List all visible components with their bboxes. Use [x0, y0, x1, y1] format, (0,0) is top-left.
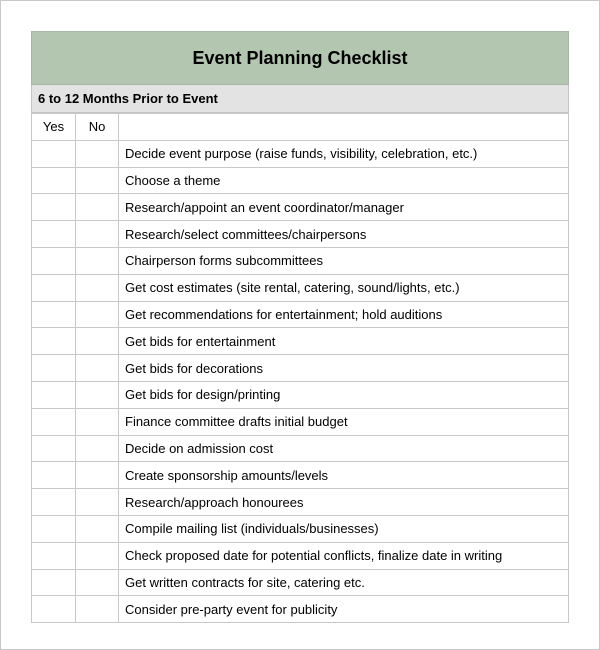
checklist-row — [32, 596, 569, 623]
task-label: Finance committee drafts initial budget — [119, 408, 569, 435]
yes-checkbox-cell[interactable] — [32, 435, 76, 462]
checklist-row — [32, 140, 569, 167]
checklist-row — [32, 569, 569, 596]
no-checkbox-cell[interactable] — [76, 167, 119, 194]
section-heading: 6 to 12 Months Prior to Event — [31, 85, 569, 113]
yes-checkbox-cell[interactable] — [32, 381, 76, 408]
task-label: Decide on admission cost — [119, 435, 569, 462]
yes-checkbox-cell[interactable] — [32, 489, 76, 516]
no-checkbox-cell[interactable] — [76, 301, 119, 328]
checklist-row — [32, 489, 569, 516]
yes-checkbox-cell[interactable] — [32, 194, 76, 221]
no-checkbox-cell[interactable] — [76, 408, 119, 435]
task-label: Get cost estimates (site rental, catering, sound/lights, etc.) — [119, 274, 569, 301]
no-checkbox-cell[interactable] — [76, 489, 119, 516]
task-label: Get bids for entertainment — [119, 328, 569, 355]
no-checkbox-cell[interactable] — [76, 140, 119, 167]
task-label: Get written contracts for site, catering etc. — [119, 569, 569, 596]
no-checkbox-cell[interactable] — [76, 247, 119, 274]
task-label: Consider pre-party event for publicity — [119, 596, 569, 623]
yes-checkbox-cell[interactable] — [32, 328, 76, 355]
no-checkbox-cell[interactable] — [76, 435, 119, 462]
checklist-row — [32, 194, 569, 221]
task-label: Get bids for design/printing — [119, 381, 569, 408]
checklist-row — [32, 381, 569, 408]
no-checkbox-cell[interactable] — [76, 221, 119, 248]
task-label: Get bids for decorations — [119, 355, 569, 382]
yes-checkbox-cell[interactable] — [32, 355, 76, 382]
task-label: Research/approach honourees — [119, 489, 569, 516]
no-checkbox-cell[interactable] — [76, 274, 119, 301]
yes-checkbox-cell[interactable] — [32, 569, 76, 596]
yes-checkbox-cell[interactable] — [32, 247, 76, 274]
yes-checkbox-cell[interactable] — [32, 167, 76, 194]
column-header-no: No — [76, 114, 119, 141]
yes-checkbox-cell[interactable] — [32, 542, 76, 569]
task-label: Get recommendations for entertainment; hold auditions — [119, 301, 569, 328]
checklist-title: Event Planning Checklist — [31, 31, 569, 85]
yes-checkbox-cell[interactable] — [32, 274, 76, 301]
checklist-row — [32, 247, 569, 274]
checklist-row — [32, 221, 569, 248]
checklist-sheet — [31, 31, 569, 623]
no-checkbox-cell[interactable] — [76, 542, 119, 569]
yes-checkbox-cell[interactable] — [32, 515, 76, 542]
column-header-yes: Yes — [32, 114, 76, 141]
checklist-row — [32, 408, 569, 435]
checklist-row — [32, 167, 569, 194]
no-checkbox-cell[interactable] — [76, 381, 119, 408]
checklist-row — [32, 462, 569, 489]
no-checkbox-cell[interactable] — [76, 328, 119, 355]
checklist-row — [32, 355, 569, 382]
yes-checkbox-cell[interactable] — [32, 408, 76, 435]
task-label: Research/select committees/chairpersons — [119, 221, 569, 248]
column-header-task — [119, 114, 569, 141]
task-label: Compile mailing list (individuals/businesses) — [119, 515, 569, 542]
task-label: Research/appoint an event coordinator/manager — [119, 194, 569, 221]
checklist-row — [32, 515, 569, 542]
task-label: Choose a theme — [119, 167, 569, 194]
checklist-row — [32, 301, 569, 328]
no-checkbox-cell[interactable] — [76, 569, 119, 596]
no-checkbox-cell[interactable] — [76, 462, 119, 489]
checklist-row — [32, 328, 569, 355]
task-label: Check proposed date for potential conflicts, finalize date in writing — [119, 542, 569, 569]
header-row — [32, 114, 569, 141]
yes-checkbox-cell[interactable] — [32, 596, 76, 623]
checklist-row — [32, 435, 569, 462]
checklist-row — [32, 274, 569, 301]
checklist-row — [32, 542, 569, 569]
no-checkbox-cell[interactable] — [76, 596, 119, 623]
no-checkbox-cell[interactable] — [76, 355, 119, 382]
task-label: Decide event purpose (raise funds, visibility, celebration, etc.) — [119, 140, 569, 167]
yes-checkbox-cell[interactable] — [32, 221, 76, 248]
no-checkbox-cell[interactable] — [76, 515, 119, 542]
yes-checkbox-cell[interactable] — [32, 301, 76, 328]
yes-checkbox-cell[interactable] — [32, 462, 76, 489]
task-label: Create sponsorship amounts/levels — [119, 462, 569, 489]
task-label: Chairperson forms subcommittees — [119, 247, 569, 274]
checklist-table — [31, 113, 569, 623]
yes-checkbox-cell[interactable] — [32, 140, 76, 167]
no-checkbox-cell[interactable] — [76, 194, 119, 221]
